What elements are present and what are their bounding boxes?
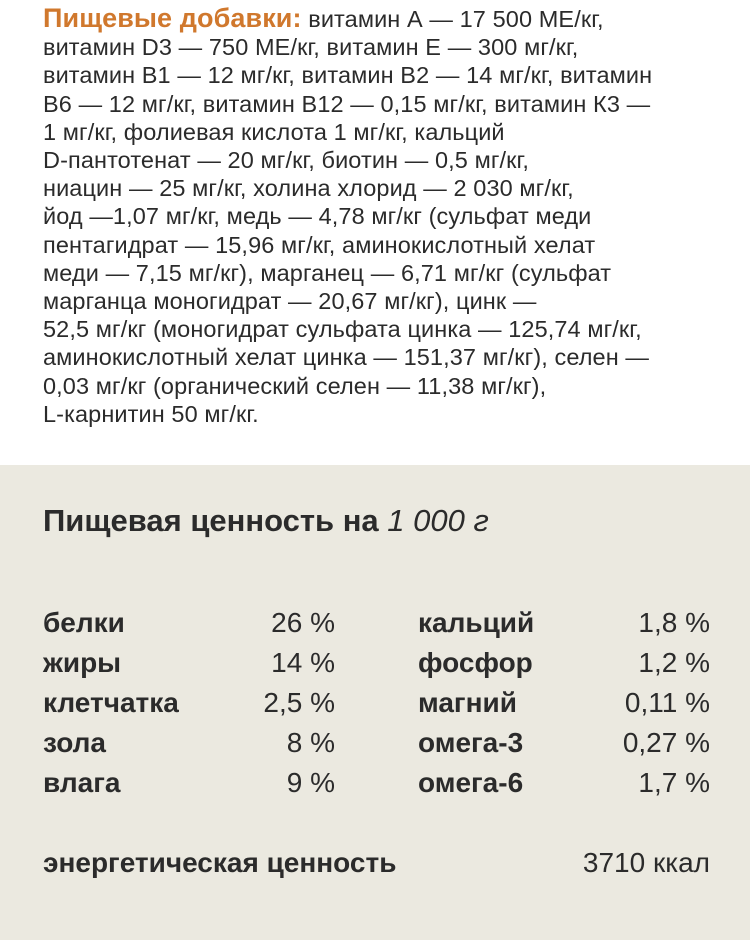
- nutrient-name: влага: [43, 767, 121, 798]
- nutrient-value: 1,2 %: [638, 647, 710, 678]
- nutrient-name: жиры: [43, 647, 122, 678]
- nutrient-name: клетчатка: [43, 687, 179, 718]
- nutrient-value: 2,5 %: [263, 687, 335, 718]
- nutrient-value: 9 %: [286, 767, 335, 798]
- nutrient-row: [418, 723, 710, 763]
- nutrition-title-quantity: 1 000 г: [387, 503, 489, 538]
- additives-heading: Пищевые добавки:: [43, 3, 302, 33]
- nutrient-row: [418, 763, 710, 803]
- nutrient-value: 1,7 %: [638, 767, 710, 798]
- additives-line: В6 — 12 мг/кг, витамин В12 — 0,15 мг/кг, витамин К3 —: [43, 90, 651, 117]
- nutrient-row: [418, 643, 710, 683]
- nutrient-row: [43, 723, 335, 763]
- nutrient-row: [43, 643, 335, 683]
- nutrient-name: зола: [43, 727, 106, 758]
- additives-line: аминокислотный хелат цинка — 151,37 мг/кг), селен —: [43, 344, 650, 371]
- food-additives-block: [43, 4, 723, 428]
- additives-line: марганца моногидрат — 20,67 мг/кг), цинк —: [43, 288, 537, 315]
- nutrition-panel: [0, 465, 750, 940]
- nutrient-value: 8 %: [286, 727, 335, 758]
- nutrition-column-left: [43, 603, 335, 803]
- additives-first-line: витамин А — 17 500 МЕ/кг,: [301, 6, 604, 32]
- nutrient-row: [418, 683, 710, 723]
- additives-line: витамин D3 — 750 МЕ/кг, витамин Е — 300 мг/кг,: [43, 34, 579, 61]
- nutrient-name: магний: [418, 687, 517, 718]
- nutrient-row: [43, 603, 335, 643]
- additives-line: йод —1,07 мг/кг, медь — 4,78 мг/кг (сульфат меди: [43, 203, 592, 230]
- nutrient-name: фосфор: [418, 647, 533, 678]
- nutrient-value: 14 %: [271, 647, 335, 678]
- nutrient-name: омега-3: [418, 727, 524, 758]
- additives-line: меди — 7,15 мг/кг), марганец — 6,71 мг/кг (сульфат: [43, 259, 612, 286]
- additives-line: ниацин — 25 мг/кг, холина хлорид — 2 030 мг/кг,: [43, 175, 574, 202]
- additives-line: 0,03 мг/кг (органический селен — 11,38 мг/кг),: [43, 372, 547, 399]
- nutrition-column-right: [418, 603, 710, 803]
- nutrient-row: [43, 763, 335, 803]
- nutrition-title: [43, 503, 489, 539]
- nutrient-value: 0,11 %: [624, 687, 710, 718]
- additives-line: 1 мг/кг, фолиевая кислота 1 мг/кг, кальций: [43, 118, 505, 145]
- additives-line: витамин В1 — 12 мг/кг, витамин В2 — 14 мг/кг, витамин: [43, 62, 653, 89]
- nutrient-name: омега-6: [418, 767, 524, 798]
- nutrition-title-text: Пищевая ценность на: [43, 503, 379, 538]
- additives-line-0: [43, 4, 723, 33]
- nutrient-row: [43, 683, 335, 723]
- energy-value: 3710 ккал: [582, 847, 710, 878]
- nutrient-value: 0,27 %: [622, 727, 710, 758]
- energy-value-row: [43, 843, 710, 883]
- additives-line: 52,5 мг/кг (моногидрат сульфата цинка — 125,74 мг/кг,: [43, 316, 642, 343]
- nutrient-value: 1,8 %: [638, 607, 710, 638]
- additives-line: L-карнитин 50 мг/кг.: [43, 400, 259, 427]
- additives-line: пентагидрат — 15,96 мг/кг, аминокислотный хелат: [43, 231, 596, 258]
- nutrient-value: 26 %: [271, 607, 335, 638]
- additives-line: D-пантотенат — 20 мг/кг, биотин — 0,5 мг/кг,: [43, 147, 529, 174]
- energy-label: энергетическая ценность: [43, 847, 397, 878]
- nutrient-row: [418, 603, 710, 643]
- nutrient-name: кальций: [418, 607, 535, 638]
- nutrient-name: белки: [43, 607, 125, 638]
